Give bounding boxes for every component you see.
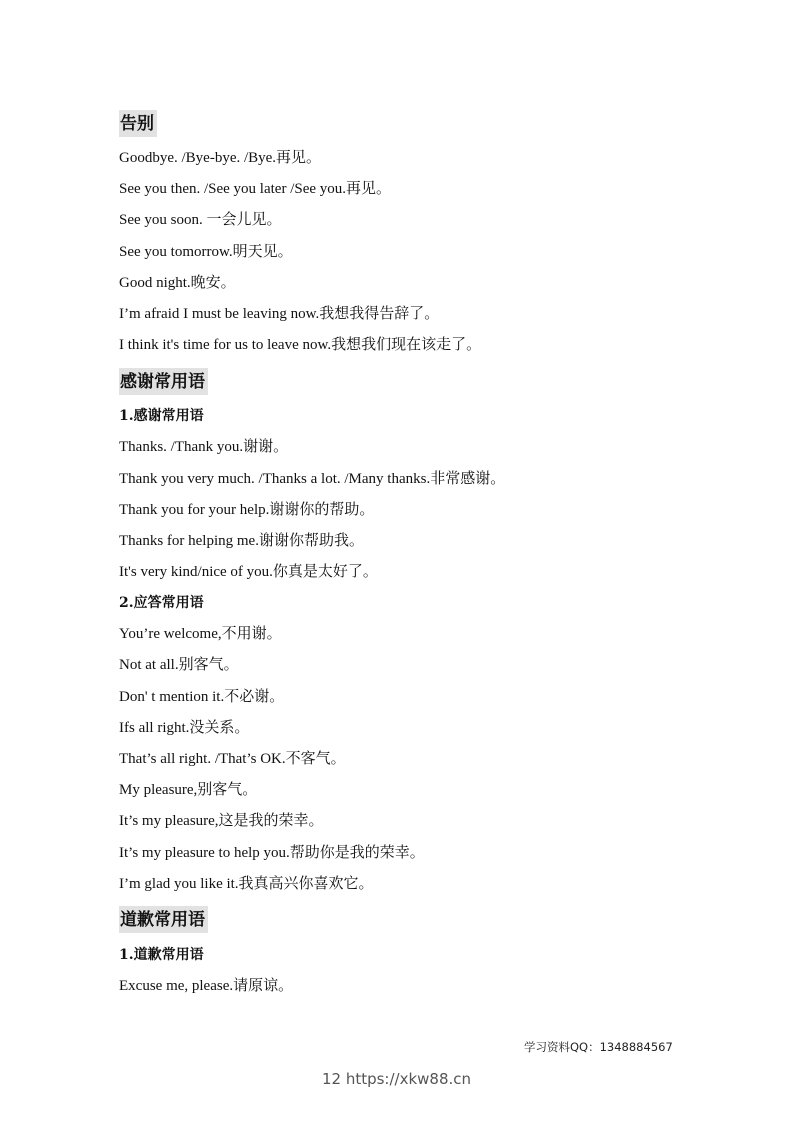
- phrase-line: You’re welcome,不用谢。: [119, 626, 282, 643]
- section-heading: 告别: [119, 110, 157, 137]
- subsection-heading: 1.感谢常用语: [119, 408, 204, 425]
- phrase-line: My pleasure,别客气。: [119, 782, 258, 799]
- phrase-line: Excuse me, please.请原谅。: [119, 977, 294, 994]
- section-thanks: [119, 361, 719, 401]
- phrase-line: Good night.晚安。: [119, 274, 236, 291]
- phrase-line: It’s my pleasure,这是我的荣幸。: [119, 813, 324, 830]
- phrase-line: Thanks for helping me.谢谢你帮助我。: [119, 532, 364, 549]
- phrase-line: I think it's time for us to leave now.我想我们现在该走了。: [119, 337, 482, 354]
- phrase-line: Don' t mention it.不必谢。: [119, 688, 285, 705]
- phrase-line: Thank you for your help.谢谢你的帮助。: [119, 501, 375, 518]
- section-heading: 感谢常用语: [119, 368, 208, 395]
- phrase-line: Goodbye. /Bye-bye. /Bye.再见。: [119, 150, 322, 166]
- section-heading: 道歉常用语: [119, 906, 208, 933]
- phrase-line: That’s all right. /That’s OK.不客气。: [119, 751, 346, 767]
- phrase-line: Thanks. /Thank you.谢谢。: [119, 439, 289, 456]
- phrase-line: See you then. /See you later /See you.再见。: [119, 181, 392, 198]
- section-farewell: [119, 103, 719, 143]
- phrase-line: See you soon. 一会儿见。: [119, 212, 282, 229]
- subsection-heading: 2.应答常用语: [119, 595, 204, 612]
- phrase-line: I’m glad you like it.我真高兴你喜欢它。: [119, 875, 374, 892]
- footer-page-url[interactable]: 12 https://xkw88.cn: [321, 1070, 472, 1088]
- subsection-heading: 1.道歉常用语: [119, 946, 204, 963]
- phrase-line: See you tomorrow.明天见。: [119, 243, 293, 260]
- footer-contact-note: 学习资料QQ：1348884567: [524, 1040, 673, 1054]
- phrase-line: It’s my pleasure to help you.帮助你是我的荣幸。: [119, 844, 425, 861]
- phrase-line: It's very kind/nice of you.你真是太好了。: [119, 564, 378, 581]
- phrase-line: Not at all.别客气。: [119, 657, 239, 674]
- phrase-line: Thank you very much. /Thanks a lot. /Many thanks.非常感谢。: [119, 470, 506, 487]
- phrase-line: Ifs all right.没关系。: [119, 719, 250, 736]
- section-apology: [119, 900, 719, 940]
- phrase-line: I’m afraid I must be leaving now.我想我得告辞了。: [119, 305, 440, 322]
- document-body: [119, 103, 719, 1002]
